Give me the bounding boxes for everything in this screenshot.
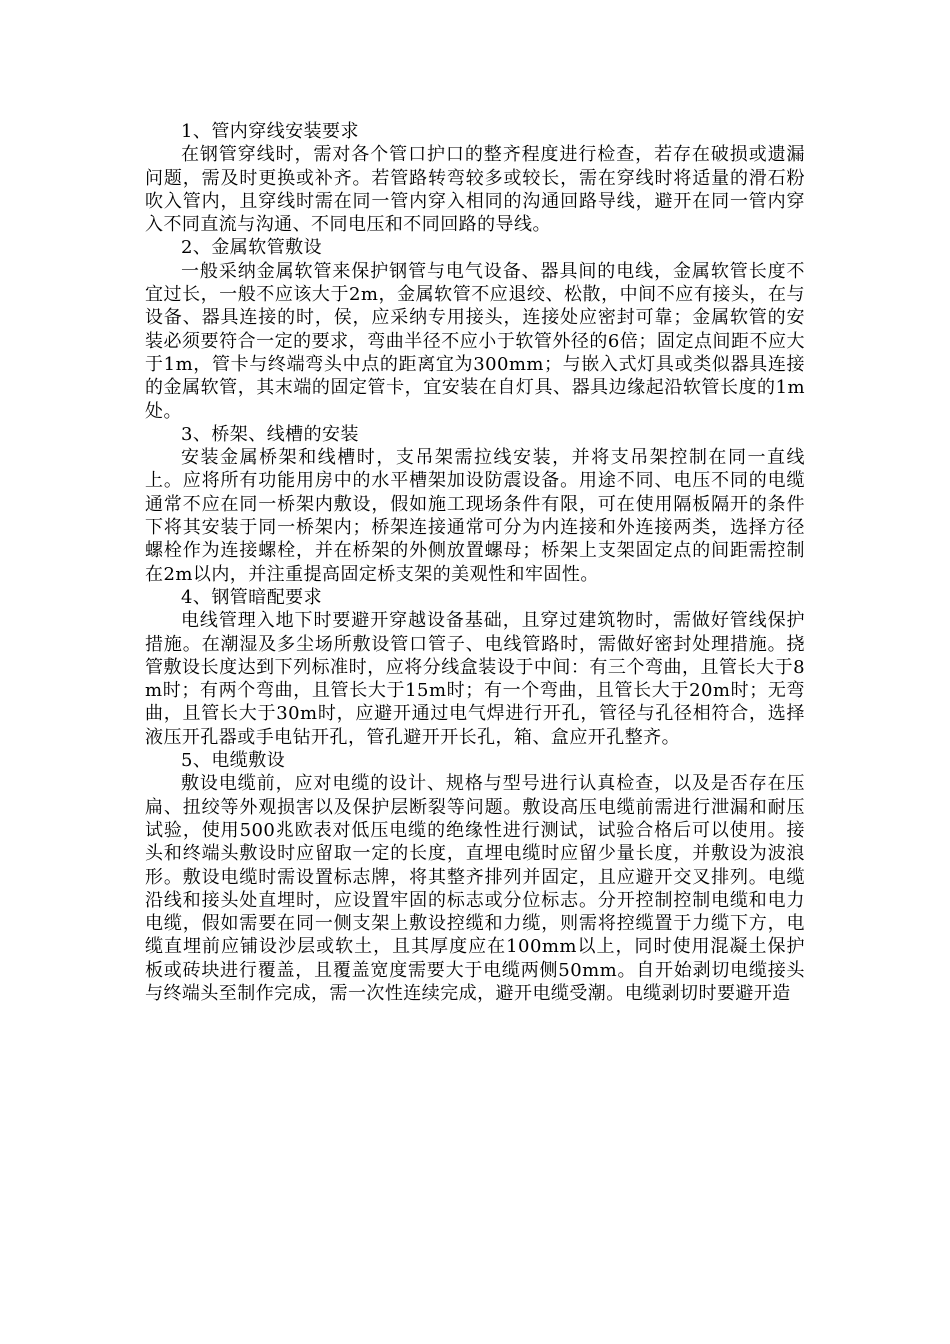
section-paragraph-1: 在钢管穿线时，需对各个管口护口的整齐程度进行检查，若存在破损或遗漏问题，需及时更换或补齐。若管路转弯较多或较长，需在穿线时将适量的滑石粉吹入管内，且穿线时需在同一管内穿入相同的沟通回路导线，避开在同一管内穿入不同直流与沟通、不同电压和不同回路的导线。 bbox=[145, 144, 805, 236]
section-paragraph-2: 一般采纳金属软管来保护钢管与电气设备、器具间的电线，金属软管长度不宜过长，一般不应该大于2m，金属软管不应退绞、松散，中间不应有接头，在与设备、器具连接的时，侯，应采纳专用接头，连接处应密封可靠；金属软管的安装必须要符合一定的要求，弯曲半径不应小于软管外径的6倍；固定点间距不应大于1m，管卡与终端弯头中点的距离宜为300mm；与嵌入式灯具或类似器具连接的金属软管，其末端的固定管卡，宜安装在自灯具、器具边缘起沿软管长度的1m处。 bbox=[145, 260, 805, 422]
document-body bbox=[145, 120, 805, 1005]
section-heading-2: 2、金属软管敷设 bbox=[181, 237, 323, 259]
section-heading-3: 3、桥架、线槽的安装 bbox=[181, 423, 359, 445]
section-paragraph-3: 安装金属桥架和线槽时，支吊架需拉线安装，并将支吊架控制在同一直线上。应将所有功能用房中的水平槽架加设防震设备。用途不同、电压不同的电缆通常不应在同一桥架内敷设，假如施工现场条件有限，可在使用隔板隔开的条件下将其安装于同一桥架内；桥架连接通常可分为内连接和外连接两类，选择方径螺栓作为连接螺栓，并在桥架的外侧放置螺母；桥架上支架固定点的间距需控制在2m以内，并注重提高固定桥支架的美观性和牢固性。 bbox=[145, 447, 805, 585]
section-heading-1: 1、管内穿线安装要求 bbox=[181, 121, 359, 142]
section-heading-5: 5、电缆敷设 bbox=[181, 750, 286, 772]
section-paragraph-5: 敷设电缆前，应对电缆的设计、规格与型号进行认真检查，以及是否存在压扁、扭绞等外观损害以及保护层断裂等问题。敷设高压电缆前需进行泄漏和耐压试验，使用500兆欧表对低压电缆的绝缘性进行测试，试验合格后可以使用。接头和终端头敷设时应留取一定的长度，直埋电缆时应留少量长度，并敷设为波浪形。敷设电缆时需设置标志牌，将其整齐排列并固定，且应避开交叉排列。电缆沿线和接头处直埋时，应设置牢固的标志或分位标志。分开控制控制电缆和电力电缆，假如需要在同一侧支架上敷设控缆和力缆，则需将控缆置于力缆下方，电缆直埋前应铺设沙层或软土，且其厚度应在100mm以上，同时使用混凝土保护板或砖块进行覆盖，且覆盖宽度需要大于电缆两侧50mm。自开始剥切电缆接头与终端头至制作完成，需一次性连续完成，避开电缆受潮。电缆剥切时要避开造 bbox=[145, 773, 805, 1004]
section-heading-4: 4、钢管暗配要求 bbox=[181, 586, 323, 608]
section-paragraph-4: 电线管理入地下时要避开穿越设备基础，且穿过建筑物时，需做好管线保护措施。在潮湿及多尘场所敷设管口管子、电线管路时，需做好密封处理措施。挠管敷设长度达到下列标准时，应将分线盒装设于中间：有三个弯曲，且管长大于8m时；有两个弯曲，且管长大于15m时；有一个弯曲，且管长大于20m时；无弯曲，且管长大于30m时，应避开通过电气焊进行开孔，管径与孔径相符合，选择液压开孔器或手电钻开孔，管孔避开开长孔，箱、盒应开孔整齐。 bbox=[145, 610, 805, 748]
